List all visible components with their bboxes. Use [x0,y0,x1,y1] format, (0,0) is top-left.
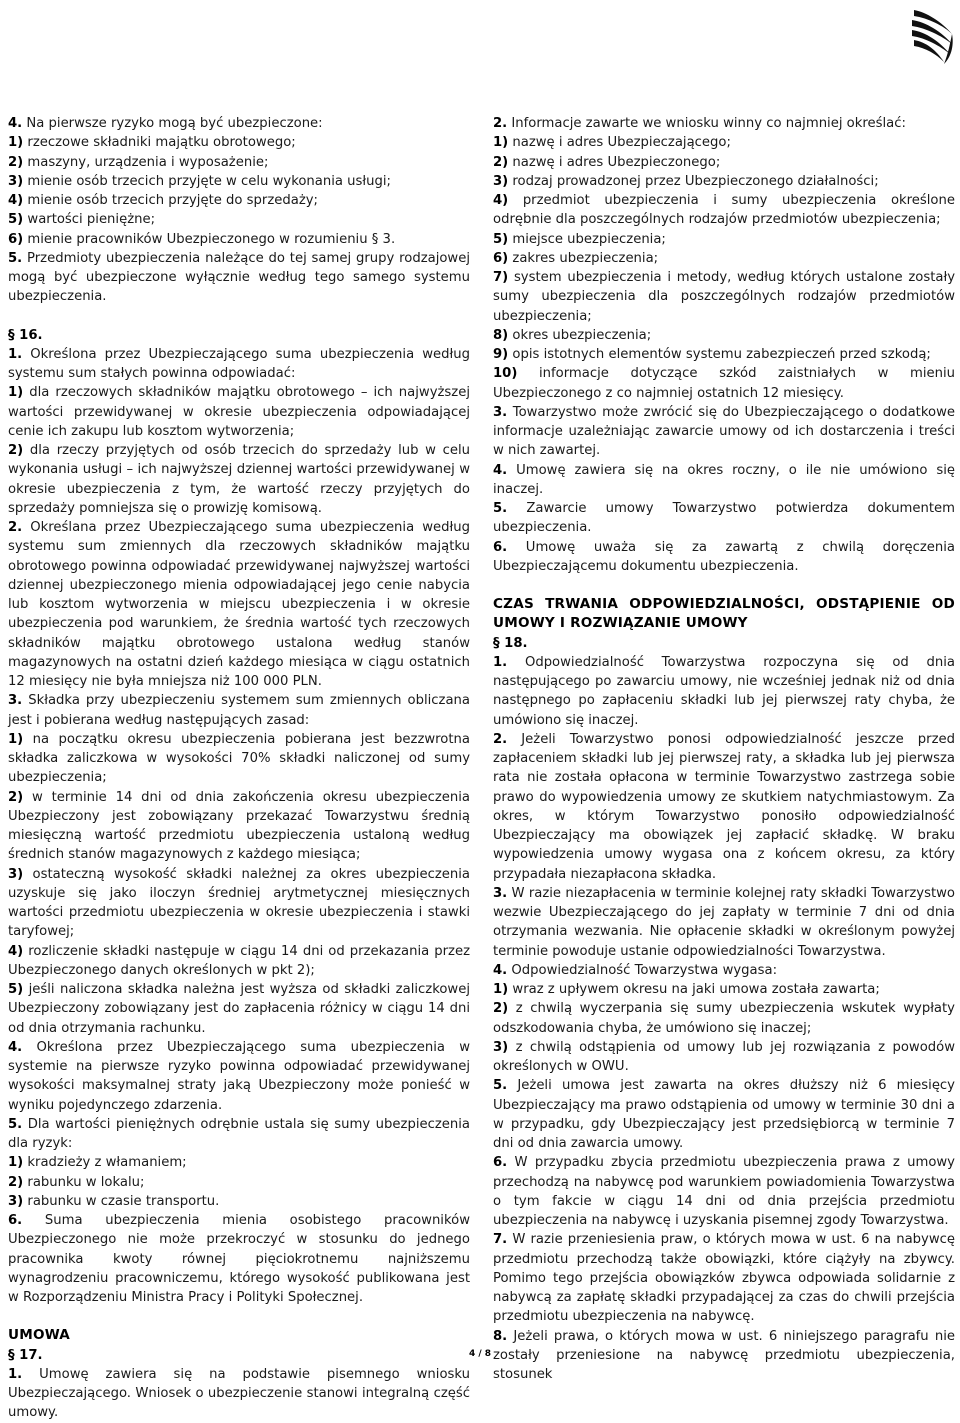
paragraph-text: okres ubezpieczenia; [512,327,652,343]
paragraph [493,191,955,230]
item-number: 2. [493,731,508,747]
paragraph-text: Określona przez Ubezpieczającego suma ubezpieczenia według systemu sum stałych powinna odpowiadać: [8,346,470,381]
paragraph-text: jeśli naliczona składka należna jest wyższa od składki zaliczkowej Ubezpieczony zobowiązany jest do zapłacenia różnicy w ciągu 14 dni od dnia otrzymania rachunku. [8,982,470,1036]
paragraph [8,441,470,518]
paragraph [493,268,955,326]
paragraph [8,518,470,691]
paragraph-text: Określana przez Ubezpieczającego suma ubezpieczenia według systemu sum zmiennych dla rzeczowych składników majątku obrotowego powinna odpowiadać przewidywanej najwyższej wartości dziennej ubezpieczonego mienia odpowiadającej jego cenie nabycia lub kosztom wytworzenia w miejscu ubezpieczenia i w okresie ubezpieczenia pod warunkiem, że średnia wartość tych rzeczowych składników majątku obrotowego ustalona według stanów magazynowych na ostatni dzień każdego miesiąca w ciągu ostatnich 12 miesięcy nie była mniejsza niż 100 000 PLN. [8,520,470,689]
paragraph-text: rozliczenie składki następuje w ciągu 14 dni od przekazania przez Ubezpieczonego danych określonych w pkt 2); [8,943,470,978]
paragraph [8,730,470,788]
item-number: 3) [8,1193,24,1209]
item-number: 1) [493,982,509,997]
paragraph [493,1038,955,1077]
item-number: 1) [8,1155,24,1171]
paragraph [8,383,470,441]
item-number: 4) [8,193,24,208]
item-number: 5. [8,1116,23,1132]
paragraph [8,345,470,384]
item-number: 6. [8,1213,23,1228]
paragraph-text: nazwę i adres Ubezpieczonego; [512,154,721,170]
paragraph [8,1211,470,1307]
paragraph-text: Zawarcie umowy Towarzystwo potwierdza dokumentem ubezpieczenia. [493,501,955,536]
chapter-heading: CZAS TRWANIA ODPOWIEDZIALNOŚCI, ODSTĄPIENIE OD UMOWY I ROZWIĄZANIE UMOWY [493,596,955,632]
paragraph [8,942,470,981]
paragraph [8,1173,470,1192]
item-number: 3. [493,885,508,901]
paragraph [493,538,955,577]
paragraph-text: Towarzystwo może zwrócić się do Ubezpieczającego o dodatkowe informacje uzależniając zawarcie umowy od ich dostarczenia i treści w nich zawartej. [493,404,955,459]
item-number: 1) [8,135,24,151]
page-number: 4 / 8 [468,1349,492,1359]
paragraph [8,153,470,172]
item-number: 8. [493,1328,508,1344]
item-number: 1. [493,654,508,670]
paragraph-text: Dla wartości pieniężnych odrębnie ustala się sumy ubezpieczenia dla ryzyk: [8,1116,470,1151]
paragraph-text: maszyny, urządzenia i wyposażenie; [27,154,269,170]
paragraph-text: z chwilą wyczerpania się sumy ubezpieczenia wskutek wypłaty odszkodowania chyba, że umówiono się inaczej; [493,1001,955,1036]
section-heading: § 16. [8,327,43,343]
item-number: 3) [493,1039,509,1055]
paragraph [493,999,955,1038]
item-number: 7) [493,270,509,285]
paragraph-text: dla rzeczowych składników majątku obrotowego – ich najwyższej wartości przewidywanej w okresie ubezpieczenia odpowiadającej cenie ich zakupu lub kosztom wytworzenia; [8,385,470,439]
item-number: 2) [8,1174,24,1190]
paragraph [8,1192,470,1211]
paragraph-text: ostateczną wysokość składki należnej za okres ubezpieczenia uzyskuje się jako iloczyn średniej arytmetycznej miesięcznych wartości przedmiotu ubezpieczenia w okresie ubezpieczenia i stawki taryfowej; [8,866,470,940]
item-number: 4) [493,193,509,208]
item-number: 2) [8,789,24,805]
spacer [8,1307,470,1326]
paragraph-text: Suma ubezpieczenia mienia osobistego pracowników Ubezpieczonego nie może przekroczyć w stosunku do jednego pracownika kwoty równej pięciokrotnemu najniższemu wynagrodzeniu pracowniczemu, którego wysokość publikowana jest w Rozporządzeniu Ministra Pracy i Polityki Społecznej. [8,1213,470,1305]
paragraph [493,884,955,961]
paragraph [8,788,470,865]
item-number: 4. [493,462,508,478]
paragraph [493,499,955,538]
item-number: 6. [493,539,508,555]
item-number: 6. [493,1155,508,1171]
paragraph-text: system ubezpieczenia i metody, według których ustalone zostały sumy ubezpieczenia dla poszczególnych rodzajów przedmiotów ubezpieczenia; [493,270,956,324]
spacer [493,576,955,595]
paragraph-text: Odpowiedzialność Towarzystwa rozpoczyna się od dnia następującego po zawarciu umowy, nie wcześniej jednak niż od dnia następnego po zapłaceniu składki lub jej pierwszej raty chyba, że umówiono się inaczej. [493,654,955,728]
item-number: 1) [8,385,24,401]
item-number: 6) [493,250,509,266]
item-number: 2) [493,1001,509,1017]
paragraph [493,1076,955,1153]
paragraph-text: rabunku w czasie transportu. [27,1193,220,1209]
item-number: 5. [493,1078,508,1094]
paragraph-text: wartości pieniężne; [27,212,156,228]
paragraph-text: opis istotnych elementów systemu zabezpieczeń przed szkodą; [512,347,931,362]
right-column [493,114,955,1384]
item-number: 2. [493,116,508,131]
left-column [8,114,470,1423]
paragraph-text: Umowę zawiera się na okres roczny, o ile nie umówiono się inaczej. [493,462,955,497]
paragraph [493,326,955,345]
paragraph-text: kradzieży z włamaniem; [27,1155,187,1171]
item-number: 5) [493,231,509,247]
spacer [8,307,470,326]
paragraph [493,461,955,500]
item-number: 5. [493,501,508,516]
paragraph-text: miejsce ubezpieczenia; [512,231,666,247]
paragraph-text: Określona przez Ubezpieczającego suma ubezpieczenia w systemie na pierwsze ryzyko powinna odpowiadać przewidywanej wysokości maksymalnej straty jaką Ubezpieczony może ponieść w wyniku pojedynczego zdarzenia. [8,1039,470,1113]
item-number: 5) [8,212,24,228]
paragraph [493,1153,955,1230]
paragraph-text: mienie osób trzecich przyjęte w celu wykonania usługi; [27,173,391,189]
item-number: 2) [8,443,24,458]
item-number: 1. [8,1366,23,1382]
paragraph [493,114,955,133]
item-number: 1) [8,731,24,747]
paragraph-text: dla rzeczy przyjętych od osób trzecich do sprzedaży lub w celu wykonania usługi – ich najwyższej dziennej wartości przewidywanej w okresie ubezpieczenia z tym, że wartość rzeczy przyjętych do sprzedaży pomniejsza się o prowizję komisową. [8,443,470,516]
paragraph-text: Jeżeli umowa jest zawarta na okres dłuższy niż 6 miesięcy Ubezpieczający ma prawo odstąpienia od umowy w terminie 30 dni a w przypadku, gdy Ubezpieczający jest przedsiębiorcą w terminie 7 dni od dnia zawarcia umowy. [493,1078,955,1151]
paragraph [8,249,470,307]
paragraph-text: Umowę uważa się za zawartą z chwilą doręczenia Ubezpieczającemu dokumentu ubezpieczenia. [493,539,955,574]
item-number: 4. [8,1039,23,1055]
item-number: 4. [493,962,508,978]
paragraph-text: Jeżeli prawa, o których mowa w ust. 6 niniejszego paragrafu nie zostały przeniesione na nabywcę przedmiotu ubezpieczenia, stosunek [493,1328,955,1382]
paragraph-text: wraz z upływem okresu na jaki umowa została zawarta; [512,982,880,997]
item-number: 2. [8,520,23,535]
item-number: 3. [8,693,23,709]
paragraph [493,1230,955,1326]
item-number: 3. [493,404,508,420]
item-number: 3) [493,173,509,189]
paragraph [493,364,955,403]
paragraph-text: W przypadku zbycia przedmiotu ubezpieczenia prawa z umowy przechodzą na nabywcę pod warunkiem powiadomienia Towarzystwa o tym fakcie w ciągu 14 dni od dnia przejścia przedmiotu ubezpieczenia na nabywcę i uzyskania pisemnej zgody Towarzystwa. [493,1155,955,1228]
item-number: 1. [8,346,23,362]
paragraph-text: nazwę i adres Ubezpieczającego; [512,135,731,151]
item-number: 4. [8,116,23,131]
paragraph-text: Przedmioty ubezpieczenia należące do tej samej grupy rodzajowej mogą być ubezpieczone wyłącznie według tego samego systemu ubezpieczenia. [8,250,470,305]
chapter-heading: UMOWA [8,1327,71,1344]
item-number: 5. [8,250,23,266]
paragraph-text: mienie pracowników Ubezpieczonego w rozumieniu § 3. [27,231,396,247]
paragraph-text: Na pierwsze ryzyko mogą być ubezpieczone: [26,116,323,131]
paragraph [493,403,955,461]
paragraph-text: rzeczowe składniki majątku obrotowego; [27,135,296,151]
item-number: 10) [493,366,518,382]
paragraph-text: zakres ubezpieczenia; [512,250,659,266]
paragraph [8,691,470,730]
item-number: 7. [493,1232,508,1248]
paragraph-text: rabunku w lokalu; [27,1174,145,1190]
paragraph [8,980,470,1038]
paragraph [8,191,470,210]
paragraph [493,730,955,884]
section-heading: § 17. [8,1347,43,1363]
item-number: 3) [8,173,24,189]
paragraph-text: Odpowiedzialność Towarzystwa wygasa: [511,962,778,978]
wing-shield-logo [908,4,958,68]
item-number: 9) [493,347,509,362]
paragraph [493,230,955,249]
paragraph-text: Informacje zawarte we wniosku winny co najmniej określać: [511,116,906,131]
paragraph-text: W razie niezapłacenia w terminie kolejnej raty składki Towarzystwo wezwie Ubezpieczającego do jej zapłaty w terminie 7 dni od dnia otrzymania wezwania. Nie opłacenie składki w określonym powyżej terminie powoduje ustanie odpowiedzialności Towarzystwa. [493,885,955,959]
paragraph [8,133,470,152]
paragraph [8,210,470,229]
paragraph [493,653,955,730]
item-number: 5) [8,982,24,997]
paragraph [493,153,955,172]
paragraph [493,172,955,191]
paragraph [8,172,470,191]
paragraph-text: na początku okresu ubezpieczenia pobierana jest bezzwrotna składka zaliczkowa w wysokości 70% składki naliczonej od sumy ubezpieczenia; [8,731,470,786]
item-number: 2) [8,154,24,170]
paragraph-text: Jeżeli Towarzystwo ponosi odpowiedzialność jeszcze przed zapłaceniem składki lub jej pierwszej raty, a składka lub jej pierwsza rata nie została opłacona w terminie Towarzystwo zastrzega sobie prawo do wypowiedzenia umowy ze skutkiem natychmiastowym. Za okres, w którym Towarzystwo ponosiło odpowiedzialność Ubezpieczający ma obowiązek jej zapłacić składkę. W braku wypowiedzenia umowy wygasa ona z końcem okresu, za który przypadała niezapłacona składka. [493,731,955,882]
paragraph [493,961,955,980]
paragraph-text: W razie przeniesienia praw, o których mowa w ust. 6 na nabywcę przedmiotu przechodzą także obowiązki, które ciążyły na zbywcy. Pomimo tego przejścia obowiązków zbywca odpowiada solidarnie z nabywcą za zapłatę składki przypadającej za czas do chwili przejścia przedmiotu ubezpieczenia na nabywcę. [493,1232,955,1325]
paragraph [493,345,955,364]
paragraph [8,865,470,942]
paragraph-text: z chwilą odstąpienia od umowy lub jej rozwiązania z powodów określonych w OWU. [493,1039,955,1074]
paragraph [8,1115,470,1154]
item-number: 2) [493,154,509,170]
item-number: 1) [493,135,509,151]
paragraph-text: w terminie 14 dni od dnia zakończenia okresu ubezpieczenia Ubezpieczony jest zobowiązany przekazać Towarzystwu średnią miesięczną wartość przedmiotu ubezpieczenia ustaloną według średnich stanów magazynowych z każdego miesiąca; [8,789,470,863]
paragraph [8,230,470,249]
paragraph [493,133,955,152]
paragraph-text: informacje dotyczące szkód zaistniałych w mieniu Ubezpieczonego z co najmniej ostatnich 12 miesięcy. [493,366,955,401]
item-number: 3) [8,866,24,882]
paragraph-text: mienie osób trzecich przyjęte do sprzedaży; [27,193,318,208]
paragraph-text: rodzaj prowadzonej przez Ubezpieczonego działalności; [512,173,879,189]
item-number: 8) [493,327,509,343]
paragraph [8,114,470,133]
paragraph-text: Umowę zawiera się na podstawie pisemnego wniosku Ubezpieczającego. Wniosek o ubezpieczenie stanowi integralną część umowy. [8,1366,470,1421]
section-heading: § 18. [493,635,528,651]
paragraph [8,1038,470,1115]
item-number: 6) [8,231,24,247]
paragraph [493,249,955,268]
paragraph-text: przedmiot ubezpieczenia i sumy ubezpieczenia określone odrębnie dla poszczególnych rodzajów przedmiotów ubezpieczenia; [493,193,955,228]
paragraph [8,1153,470,1172]
paragraph [493,980,955,999]
item-number: 4) [8,943,24,959]
paragraph-text: Składka przy ubezpieczeniu systemem sum zmiennych obliczana jest i pobierana według następujących zasad: [8,693,470,728]
paragraph [8,1365,470,1423]
